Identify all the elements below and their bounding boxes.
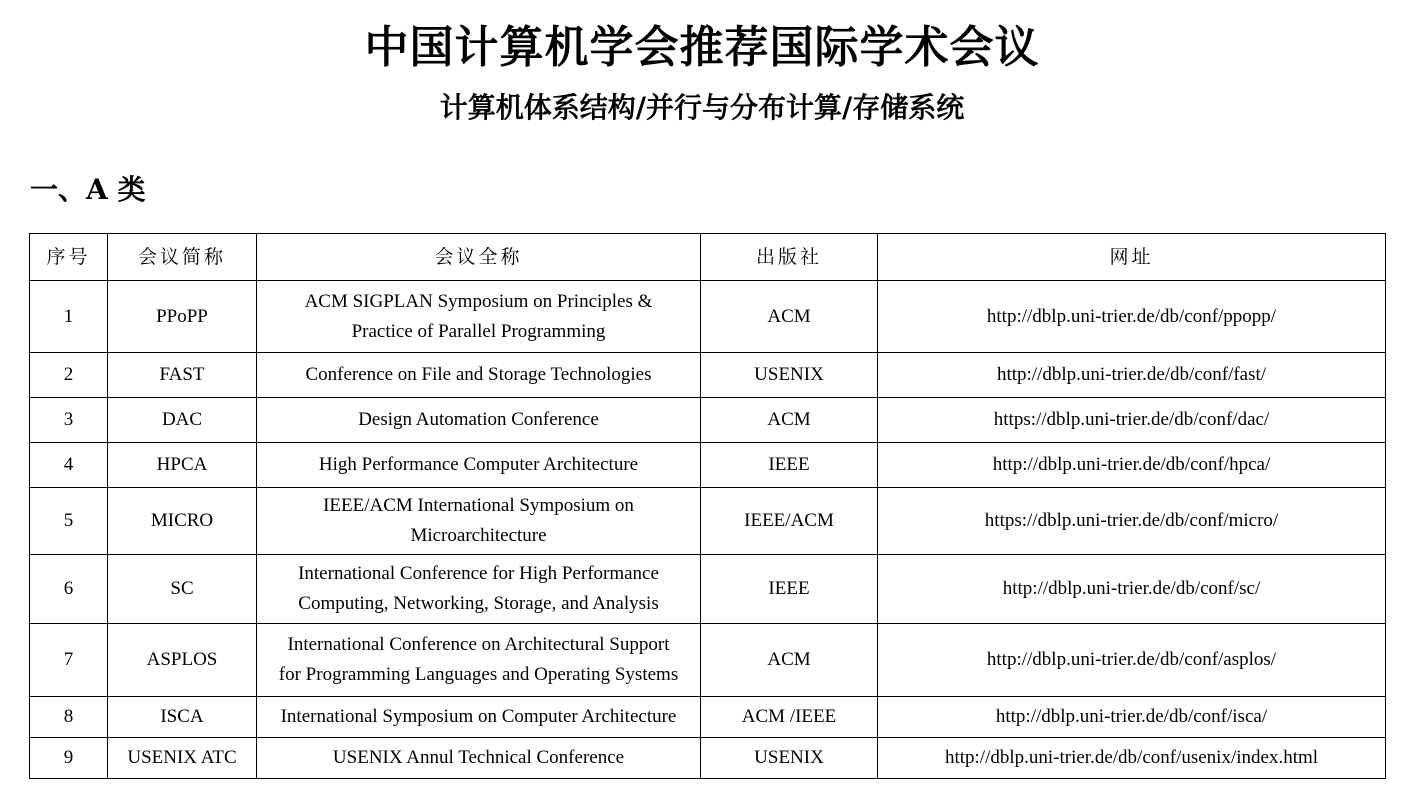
full-name-line: International Conference for High Performance [298,563,659,584]
full-name-line: IEEE/ACM International Symposium on [323,495,634,516]
cell-index: 3 [30,398,108,443]
conference-table [29,233,1386,779]
cell-index: 2 [30,353,108,398]
cell-index: 5 [30,488,108,555]
full-name-line: Practice of Parallel Programming [351,320,606,342]
full-name-line: International Conference on Architectural Support [287,634,670,655]
full-name-line: High Performance Computer Architecture [318,454,639,475]
cell-publisher: ACM [701,398,878,443]
cell-publisher: ACM [701,624,878,697]
cell-publisher: IEEE/ACM [701,488,878,555]
cell-full-name [257,443,701,488]
cell-publisher: IEEE [701,555,878,624]
header-abbr: 会议简称 [108,234,257,281]
cell-abbr: SC [108,555,257,624]
cell-abbr: PPoPP [108,281,257,353]
section-heading: 一、A 类 [30,173,146,206]
table-row [30,353,1386,398]
full-name-line: for Programming Languages and Operating Systems [278,664,679,685]
cell-publisher: ACM [701,281,878,353]
full-name-line: ACM SIGPLAN Symposium on Principles & [304,290,653,312]
full-name-line: Microarchitecture [410,525,547,546]
cell-index: 7 [30,624,108,697]
cell-publisher: USENIX [701,738,878,779]
header-full-name: 会议全称 [257,234,701,281]
full-name-line: Computing, Networking, Storage, and Analysis [298,593,659,614]
cell-full-name [257,281,701,353]
cell-full-name [257,353,701,398]
cell-abbr: FAST [108,353,257,398]
cell-full-name [257,555,701,624]
cell-index: 8 [30,697,108,738]
full-name-line: Conference on File and Storage Technologies [305,364,652,385]
cell-url: http://dblp.uni-trier.de/db/conf/fast/ [878,353,1386,398]
cell-publisher: USENIX [701,353,878,398]
cell-full-name [257,738,701,779]
full-name-line: International Symposium on Computer Architecture [280,706,677,727]
full-name-line: Design Automation Conference [358,409,599,430]
cell-abbr: USENIX ATC [108,738,257,779]
cell-index: 1 [30,281,108,353]
cell-url: http://dblp.uni-trier.de/db/conf/ppopp/ [878,281,1386,353]
table-row [30,555,1386,624]
cell-abbr: ISCA [108,697,257,738]
cell-abbr: DAC [108,398,257,443]
page-subtitle: 计算机体系结构/并行与分布计算/存储系统 [439,91,965,124]
cell-url: http://dblp.uni-trier.de/db/conf/hpca/ [878,443,1386,488]
cell-url: http://dblp.uni-trier.de/db/conf/isca/ [878,697,1386,738]
cell-index: 9 [30,738,108,779]
cell-full-name [257,488,701,555]
header-url: 网址 [878,234,1386,281]
table-row [30,697,1386,738]
header-index: 序号 [30,234,108,281]
cell-index: 4 [30,443,108,488]
cell-url: http://dblp.uni-trier.de/db/conf/asplos/ [878,624,1386,697]
cell-url: https://dblp.uni-trier.de/db/conf/dac/ [878,398,1386,443]
cell-url: http://dblp.uni-trier.de/db/conf/usenix/index.html [878,738,1386,779]
cell-publisher: ACM /IEEE [701,697,878,738]
cell-publisher: IEEE [701,443,878,488]
cell-index: 6 [30,555,108,624]
full-name-line: USENIX Annul Technical Conference [332,747,625,768]
table-row [30,443,1386,488]
table-row [30,738,1386,779]
cell-url: https://dblp.uni-trier.de/db/conf/micro/ [878,488,1386,555]
cell-abbr: ASPLOS [108,624,257,697]
cell-url: http://dblp.uni-trier.de/db/conf/sc/ [878,555,1386,624]
header-publisher: 出版社 [701,234,878,281]
cell-full-name [257,697,701,738]
table-row [30,488,1386,555]
cell-abbr: MICRO [108,488,257,555]
table-row [30,281,1386,353]
table-header-row [30,234,1386,281]
table-row [30,398,1386,443]
page-title: 中国计算机学会推荐国际学术会议 [364,22,1040,73]
cell-abbr: HPCA [108,443,257,488]
table-row [30,624,1386,697]
cell-full-name [257,624,701,697]
cell-full-name [257,398,701,443]
